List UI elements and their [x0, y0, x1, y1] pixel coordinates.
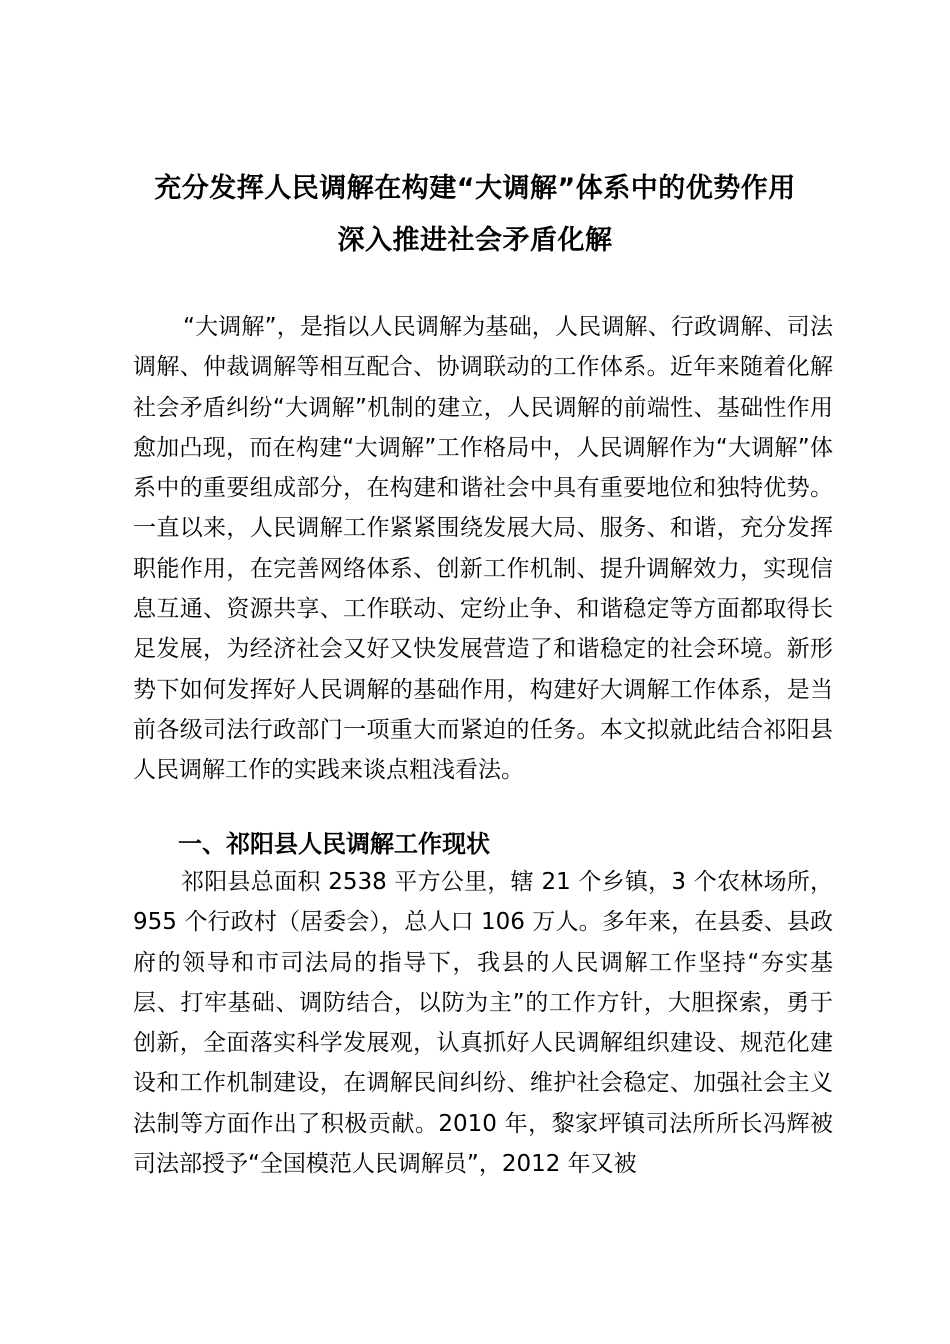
- document-title-line-2: 深入推进社会矛盾化解: [337, 225, 613, 256]
- intro-paragraph: “大调解”，是指以人民调解为基础，人民调解、行政调解、司法调解、仲裁调解等相互配合、协调联动的工作体系。近年来随着化解社会矛盾纠纷“大调解”机制的建立，人民调解的前端性、基础性作用愈加凸现，而在构建“大调解”工作格局中，人民调解作为“大调解”体系中的重要组成部分，在构建和谐社会中具有重要地位和独特优势。一直以来，人民调解工作紧紧围绕发展大局、服务、和谐，充分发挥职能作用，在完善网络体系、创新工作机制、提升调解效力，实现信息互通、资源共享、工作联动、定纷止争、和谐稳定等方面都取得长足发展，为经济社会又好又快发展营造了和谐稳定的社会环境。新形势下如何发挥好人民调解的基础作用，构建好大调解工作体系，是当前各级司法行政部门一项重大而紧迫的任务。本文拟就此结合祁阳县人民调解工作的实践来谈点粗浅看法。: [133, 314, 833, 784]
- document-title-line-1: 充分发挥人民调解在构建“大调解”体系中的优势作用: [154, 173, 796, 204]
- section-1-paragraph: 祁阳县总面积 2538 平方公里，辖 21 个乡镇，3 个农林场所，955 个行政村（居委会），总人口 106 万人。多年来，在县委、县政府的领导和市司法局的指导下，我县的人民调解工作坚持“夯实基层、打牢基础、调防结合，以防为主”的工作方针，大胆探索，勇于创新，全面落实科学发展观，认真抓好人民调解组织建设、规范化建设和工作机制建设，在调解民间纠纷、维护社会稳定、加强社会主义法制等方面作出了积极贡献。2010 年，黎家坪镇司法所所长冯辉被司法部授予“全国模范人民调解员”，2012 年又被: [133, 869, 833, 1178]
- section-1-heading: 一、祁阳县人民调解工作现状: [178, 830, 490, 858]
